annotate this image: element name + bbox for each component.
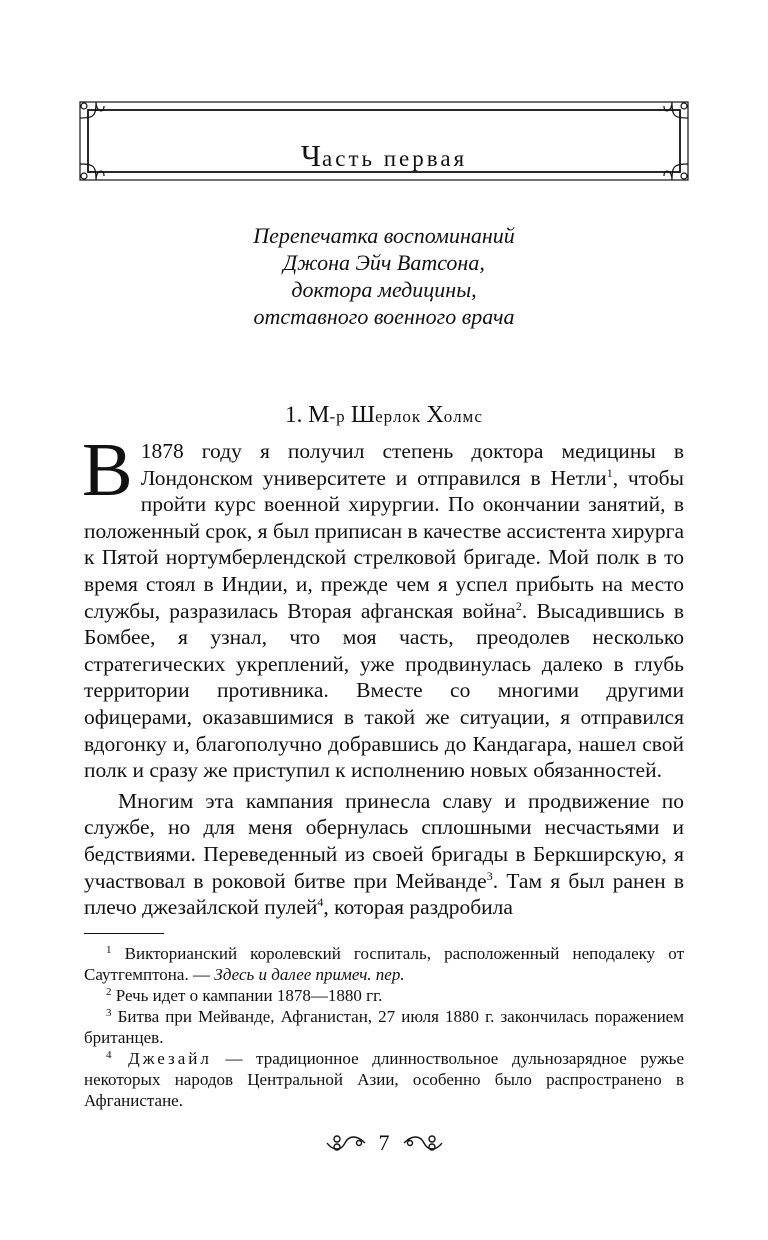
right-ornament-icon [402, 1131, 446, 1155]
part-subtitle [0, 222, 768, 330]
footnote-ref[interactable]: 4 [317, 895, 324, 910]
paragraph-text: 1878 году я получил степень доктора медицины в Лондонском университете и отправился в Нетли [140, 439, 684, 490]
paragraph-text: , чтобы пройти курс военной хирургии. По окончании занятий, в положенный срок, я был приписан в качестве ассистента хирурга к Пятой нортумберлендской стрелковой бригаде. Мой полк в то время стоял в Индии, и, прежде чем я успел прибыть на место службы, разразилась Вторая афганская война [84, 465, 684, 623]
footnote-text: Битва при Мейванде, Афганистан, 27 июля 1880 г. закончилась поражением британцев. [84, 1007, 684, 1047]
subtitle-line: Перепечатка воспоминаний [253, 223, 515, 248]
footnote-text: — традиционное длинноствольное дульнозарядное ружье некоторых народов Центральной Азии, особенно было распространено в Афганистане. [84, 1049, 684, 1110]
footnote-text: Викторианский королевский госпиталь, расположенный неподалеку от Саутгемптона. — [84, 944, 684, 984]
part-heading-cap: Ч [300, 138, 323, 173]
page-footer [0, 1128, 768, 1158]
footnote-ref[interactable]: 3 [486, 868, 493, 883]
subtitle-line: доктора медицины, [291, 277, 477, 302]
footnote [84, 985, 684, 1006]
footnote-italic: Здесь и далее примеч. пер. [214, 965, 405, 984]
chapter-title-part: Х [426, 402, 444, 428]
footnote-mark: 3 [106, 1007, 112, 1019]
footnote [84, 1048, 684, 1111]
chapter-title-part: ерлок [375, 407, 427, 426]
subtitle-line: отставного военного врача [253, 304, 515, 329]
paragraph-text: . Там я был ранен в плечо джезайлской пулей [84, 868, 684, 920]
page-number: 7 [378, 1129, 390, 1155]
chapter-title-part: олмс [443, 407, 483, 426]
paragraph [82, 428, 684, 784]
chapter-number: 1. [285, 402, 309, 427]
left-ornament-icon [323, 1131, 367, 1155]
footnote-mark: 2 [106, 986, 112, 998]
drop-cap: В [82, 428, 133, 512]
footnote-ref[interactable]: 2 [515, 598, 522, 613]
paragraph-text: . Высадившись в Бомбее, я узнал, что моя часть, преодолев несколько стратегических укреплений, уже продвинулась далеко в глубь территории противника. Вместе со многими другими офицерами, оказавшимися в такой же ситуации, я отправился вдогонку и, благополучно добравшись до Кандагара, нашел свой полк и сразу же приступил к исполнению новых обязанностей. [84, 598, 684, 783]
chapter-title-part: М [308, 402, 330, 428]
chapter-title [0, 402, 768, 429]
footnote [84, 943, 684, 985]
footnote-ref[interactable]: 1 [606, 465, 613, 480]
part-heading [0, 138, 768, 174]
part-heading-rest: асть первая [322, 146, 468, 171]
footnotes [84, 943, 684, 1111]
footnote-mark: 1 [106, 944, 112, 956]
footnote-divider [84, 933, 164, 934]
subtitle-line: Джона Эйч Ватсона, [283, 250, 485, 275]
footnote-term: Джезайл [111, 1049, 212, 1068]
footnote-text: Речь идет о кампании 1878—1880 гг. [111, 986, 383, 1005]
main-text [82, 428, 684, 921]
footnote-mark: 4 [106, 1049, 112, 1061]
paragraph [84, 788, 684, 921]
chapter-title-part: Ш [350, 402, 376, 428]
paragraph-text: , которая раздробила [323, 895, 513, 920]
footnote [84, 1006, 684, 1048]
chapter-title-part: -р [329, 407, 351, 426]
paragraph-text: Многим эта кампания принесла славу и продвижение по службе, но для меня обернулась сплошными несчастьями и бедствиями. Переведенный из своей бригады в Беркширскую, я участвовал в роковой битве при Мейванде [84, 788, 684, 893]
